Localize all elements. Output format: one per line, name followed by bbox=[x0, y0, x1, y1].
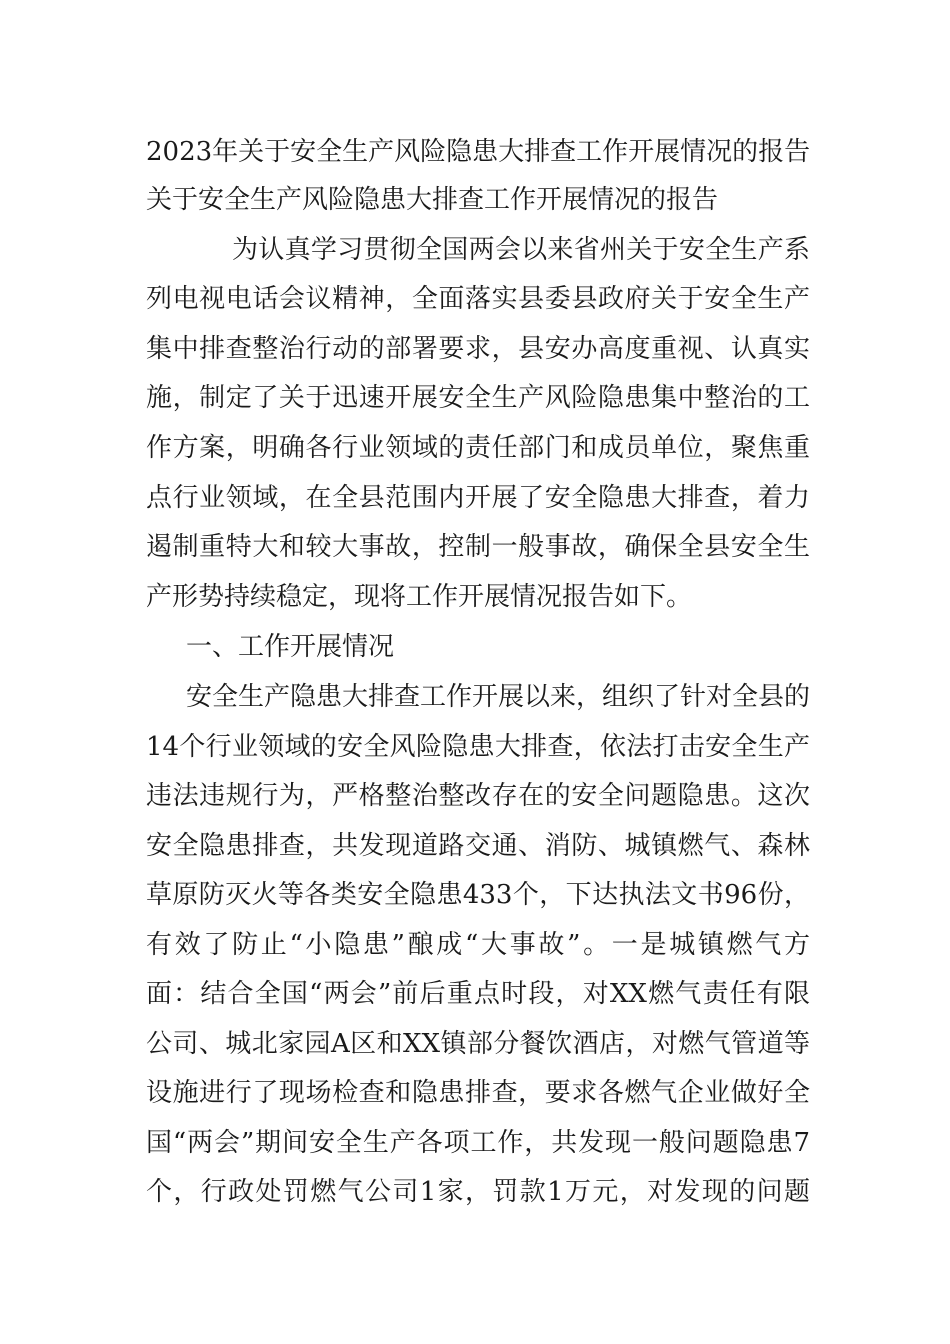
body-line: 安全隐患排查，共发现道路交通、消防、城镇燃气、森林 bbox=[146, 831, 810, 861]
body-line: 产形势持续稳定，现将工作开展情况报告如下。 bbox=[146, 582, 693, 612]
body-line: 列电视电话会议精神，全面落实县委县政府关于安全生产 bbox=[146, 284, 810, 314]
body-line: 作方案，明确各行业领域的责任部门和成员单位，聚焦重 bbox=[146, 433, 810, 463]
document-subtitle: 关于安全生产风险隐患大排查工作开展情况的报告 bbox=[146, 185, 719, 215]
body-line: 有效了防止“小隐患”酿成“大事故”。一是城镇燃气方 bbox=[146, 930, 810, 960]
body-line: 草原防灭火等各类安全隐患433个，下达执法文书96份， bbox=[146, 880, 810, 910]
body-line: 国“两会”期间安全生产各项工作，共发现一般问题隐患7 bbox=[146, 1128, 810, 1158]
body-line: 遏制重特大和较大事故，控制一般事故，确保全县安全生 bbox=[146, 532, 810, 562]
body-line: 面：结合全国“两会”前后重点时段，对XX燃气责任有限 bbox=[146, 979, 810, 1009]
body-line: 点行业领域，在全县范围内开展了安全隐患大排查，着力 bbox=[146, 483, 810, 513]
section-heading: 一、工作开展情况 bbox=[186, 632, 395, 662]
body-line: 设施进行了现场检查和隐患排查，要求各燃气企业做好全 bbox=[146, 1078, 810, 1108]
body-line: 施，制定了关于迅速开展安全生产风险隐患集中整治的工 bbox=[146, 383, 810, 413]
body-line: 安全生产隐患大排查工作开展以来，组织了针对全县的 bbox=[186, 682, 811, 712]
body-line: 个，行政处罚燃气公司1家，罚款1万元，对发现的问题 bbox=[146, 1177, 810, 1207]
body-line: 集中排查整治行动的部署要求，县安办高度重视、认真实 bbox=[146, 334, 810, 364]
body-line: 为认真学习贯彻全国两会以来省州关于安全生产系 bbox=[232, 235, 810, 265]
body-line: 14个行业领域的安全风险隐患大排查，依法打击安全生产 bbox=[146, 732, 810, 762]
document-title: 2023年关于安全生产风险隐患大排查工作开展情况的报告 bbox=[146, 137, 811, 167]
body-line: 违法违规行为，严格整治整改存在的安全问题隐患。这次 bbox=[146, 781, 810, 811]
body-line: 公司、城北家园A区和XX镇部分餐饮酒店，对燃气管道等 bbox=[146, 1029, 810, 1059]
